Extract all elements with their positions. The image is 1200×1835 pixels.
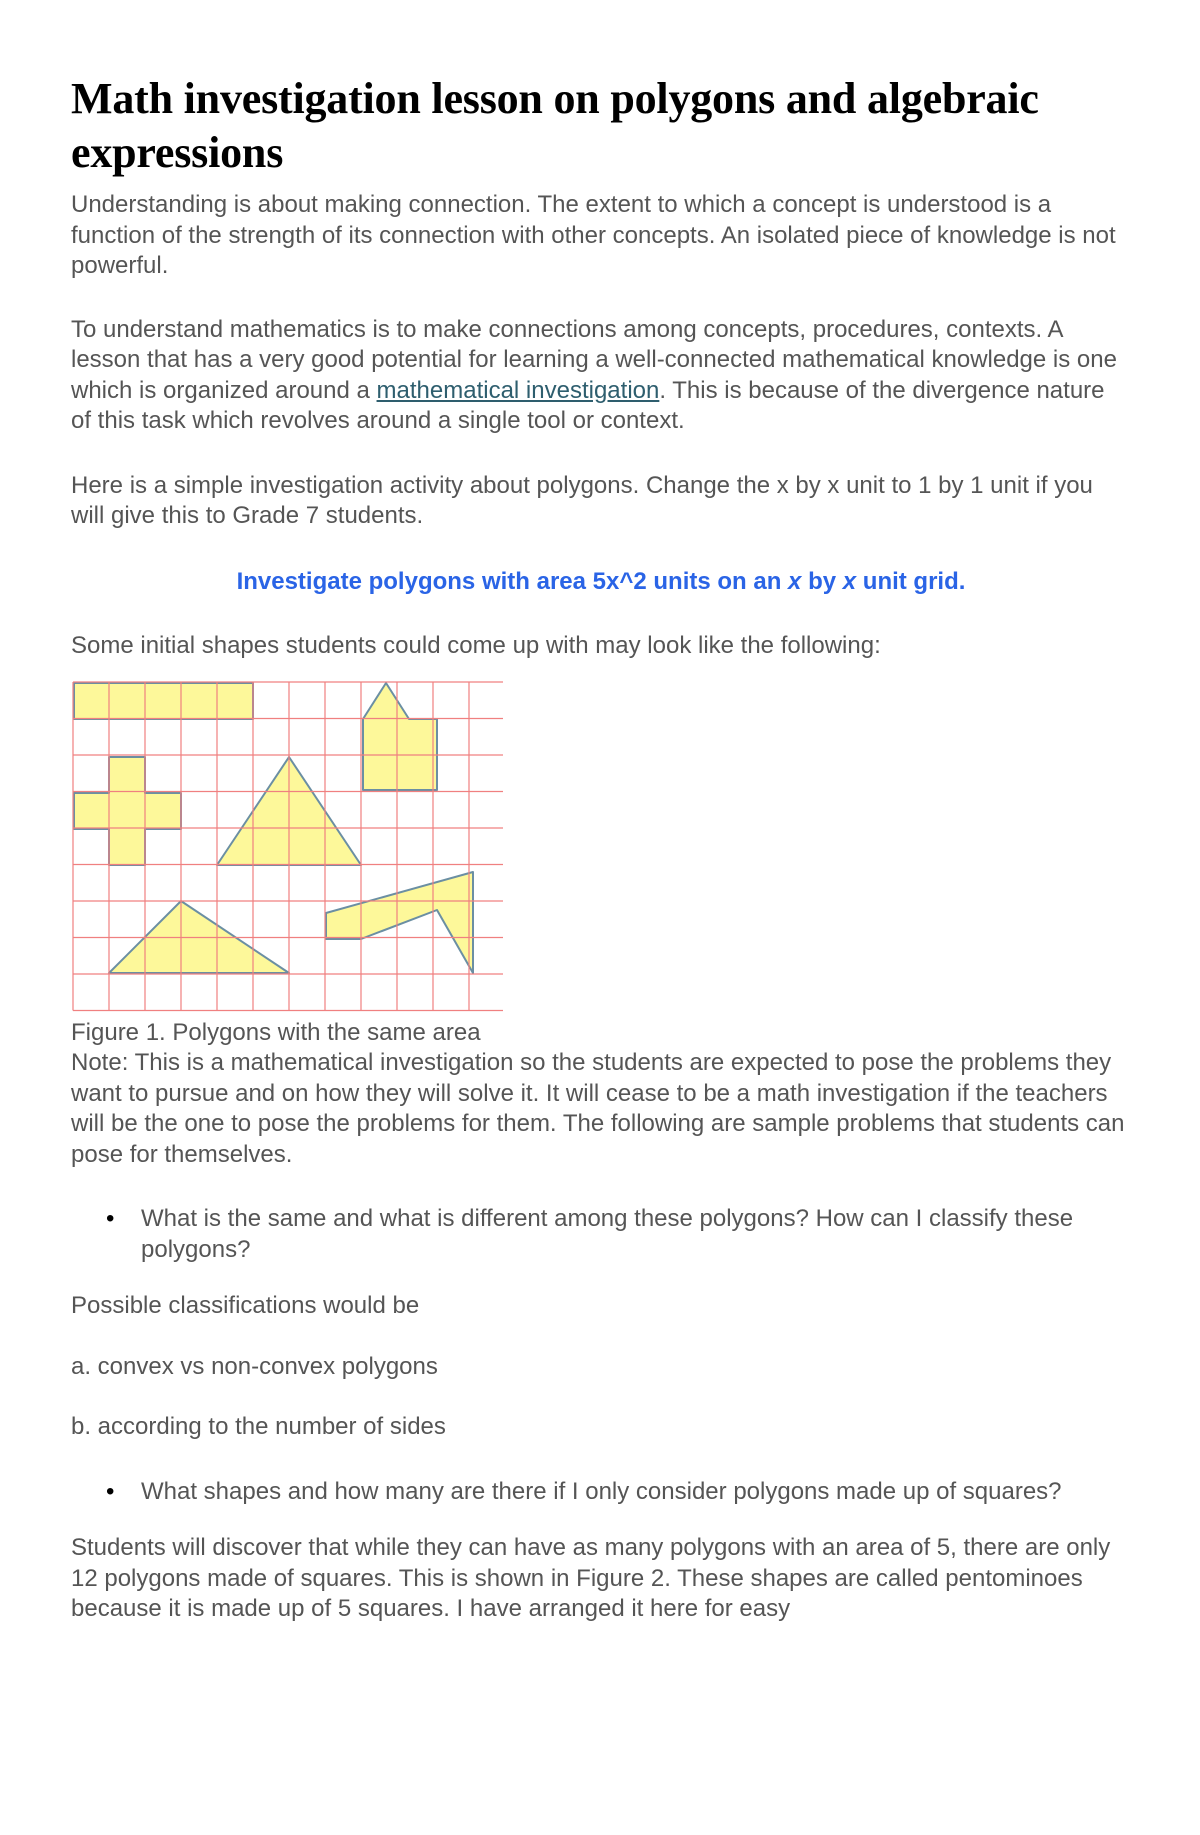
classification-b: b. according to the number of sides	[71, 1413, 446, 1440]
list-item	[106, 1204, 1131, 1265]
mathematical-investigation-link[interactable]: mathematical investigation	[376, 376, 660, 404]
activity-paragraph: Here is a simple investigation activity about polygons. Change the x by x unit to 1 by 1 unit if you will give this to Grade 7 students.	[71, 471, 1093, 529]
bullet-icon: •	[106, 1205, 115, 1232]
list-item-text: What shapes and how many are there if I only consider polygons made up of squares?	[141, 1477, 1062, 1505]
investigation-prompt	[71, 567, 1131, 598]
prompt-part-3: unit grid.	[856, 567, 966, 595]
figure-caption: Figure 1. Polygons with the same area	[71, 1018, 481, 1046]
note-paragraph: Note: This is a mathematical investigation so the students are expected to pose the problems they want to pursue and on how they will solve it. It will cease to be a math investigation if the teachers will be the one to pose the problems for them. The following are sample problems that students can pose for themselves.	[71, 1049, 1125, 1168]
classifications-intro: Possible classifications would be	[71, 1292, 420, 1319]
list-item	[106, 1477, 1131, 1508]
bullet-list-1	[71, 1204, 1131, 1265]
document-page	[71, 72, 1131, 1659]
classification-a: a. convex vs non-convex polygons	[71, 1352, 438, 1380]
prompt-x-1: x	[788, 567, 802, 595]
closing-paragraph: Students will discover that while they can have as many polygons with an area of 5, there are only 12 polygons made of squares. This is shown in Figure 2. These shapes are called pentominoes because it is made up of 5 squares. I have arranged it here for easy	[71, 1534, 1111, 1622]
list-item-text: What is the same and what is different among these polygons? How can I classify these polygons?	[141, 1205, 1074, 1263]
connections-text-start: To understand mathematics is to make connections among concepts, procedures, contexts. A lesson that has a very good potential for learning a well-connected mathematical knowledge is one which is organized around a	[71, 315, 1117, 404]
prompt-part-1: Investigate polygons with area 5x^2 units on an	[236, 567, 789, 595]
rectangle-polygon	[74, 683, 253, 719]
polygons-figure	[71, 680, 503, 1018]
initial-shapes-paragraph: Some initial shapes students could come up with may look like the following:	[71, 632, 881, 659]
bullet-icon: •	[106, 1477, 115, 1505]
polygons-grid-figure	[71, 680, 503, 1018]
intro-paragraph: Understanding is about making connection. The extent to which a concept is understood is a function of the strength of its connection with other concepts. An isolated piece of knowledge is not powerful.	[71, 191, 1116, 279]
page-title: Math investigation lesson on polygons and algebraic expressions	[71, 74, 1039, 177]
prompt-part-2: by	[801, 567, 843, 595]
prompt-x-2: x	[842, 567, 857, 595]
connections-paragraph	[71, 315, 1131, 437]
connections-text-end: . This is because of the divergence nature of this task which revolves around a single tool or context.	[71, 376, 1105, 434]
bullet-list-2	[71, 1477, 1131, 1508]
